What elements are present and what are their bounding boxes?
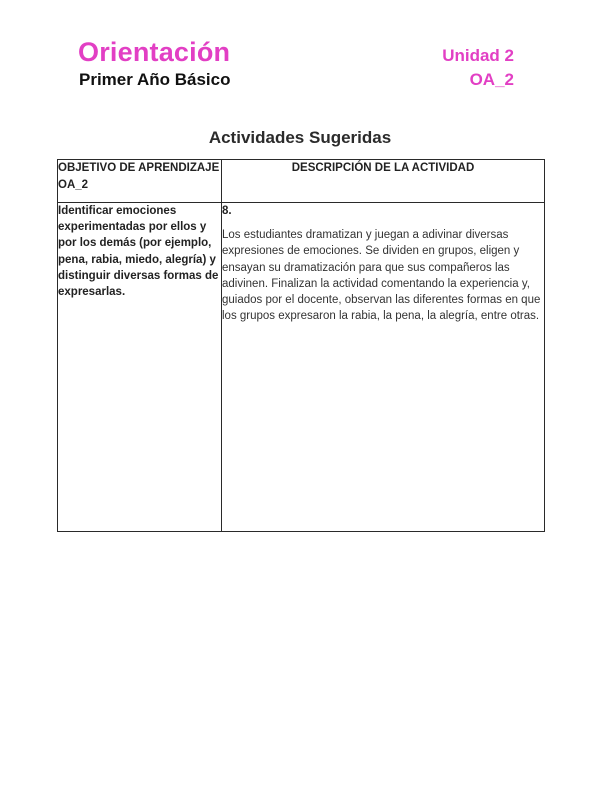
table-row bbox=[58, 203, 545, 532]
document-header bbox=[78, 36, 518, 96]
unit-label: Unidad 2 bbox=[442, 46, 514, 65]
section-title: Actividades Sugeridas bbox=[208, 128, 392, 147]
activity-number: 8. bbox=[222, 205, 232, 217]
objective-cell: Identificar emociones experimentadas por ellos y por los demás (por ejemplo, pena, rabia, miedo, alegría) y distinguir diversas formas de expresarlas. bbox=[58, 203, 222, 532]
activities-table bbox=[57, 159, 545, 532]
column-header-description: DESCRIPCIÓN DE LA ACTIVIDAD bbox=[222, 160, 545, 203]
subject-title: Orientación bbox=[78, 37, 231, 67]
column-header-objective: OBJETIVO DE APRENDIZAJE OA_2 bbox=[58, 160, 222, 203]
activity-description: Los estudiantes dramatizan y juegan a adivinar diversas expresiones de emociones. Se dividen en grupos, eligen y ensayan su dramatización para que sus compañeros las adivinen. Finalizan la actividad comentando la experiencia y, guiados por el docente, observan las diferentes formas en que los grupos expresaron la rabia, la pena, la alegría, entre otras. bbox=[222, 229, 541, 323]
oa-code-label: OA_2 bbox=[469, 70, 514, 89]
table-header-row bbox=[58, 160, 545, 203]
description-cell bbox=[222, 203, 545, 532]
grade-label: Primer Año Básico bbox=[79, 70, 231, 89]
